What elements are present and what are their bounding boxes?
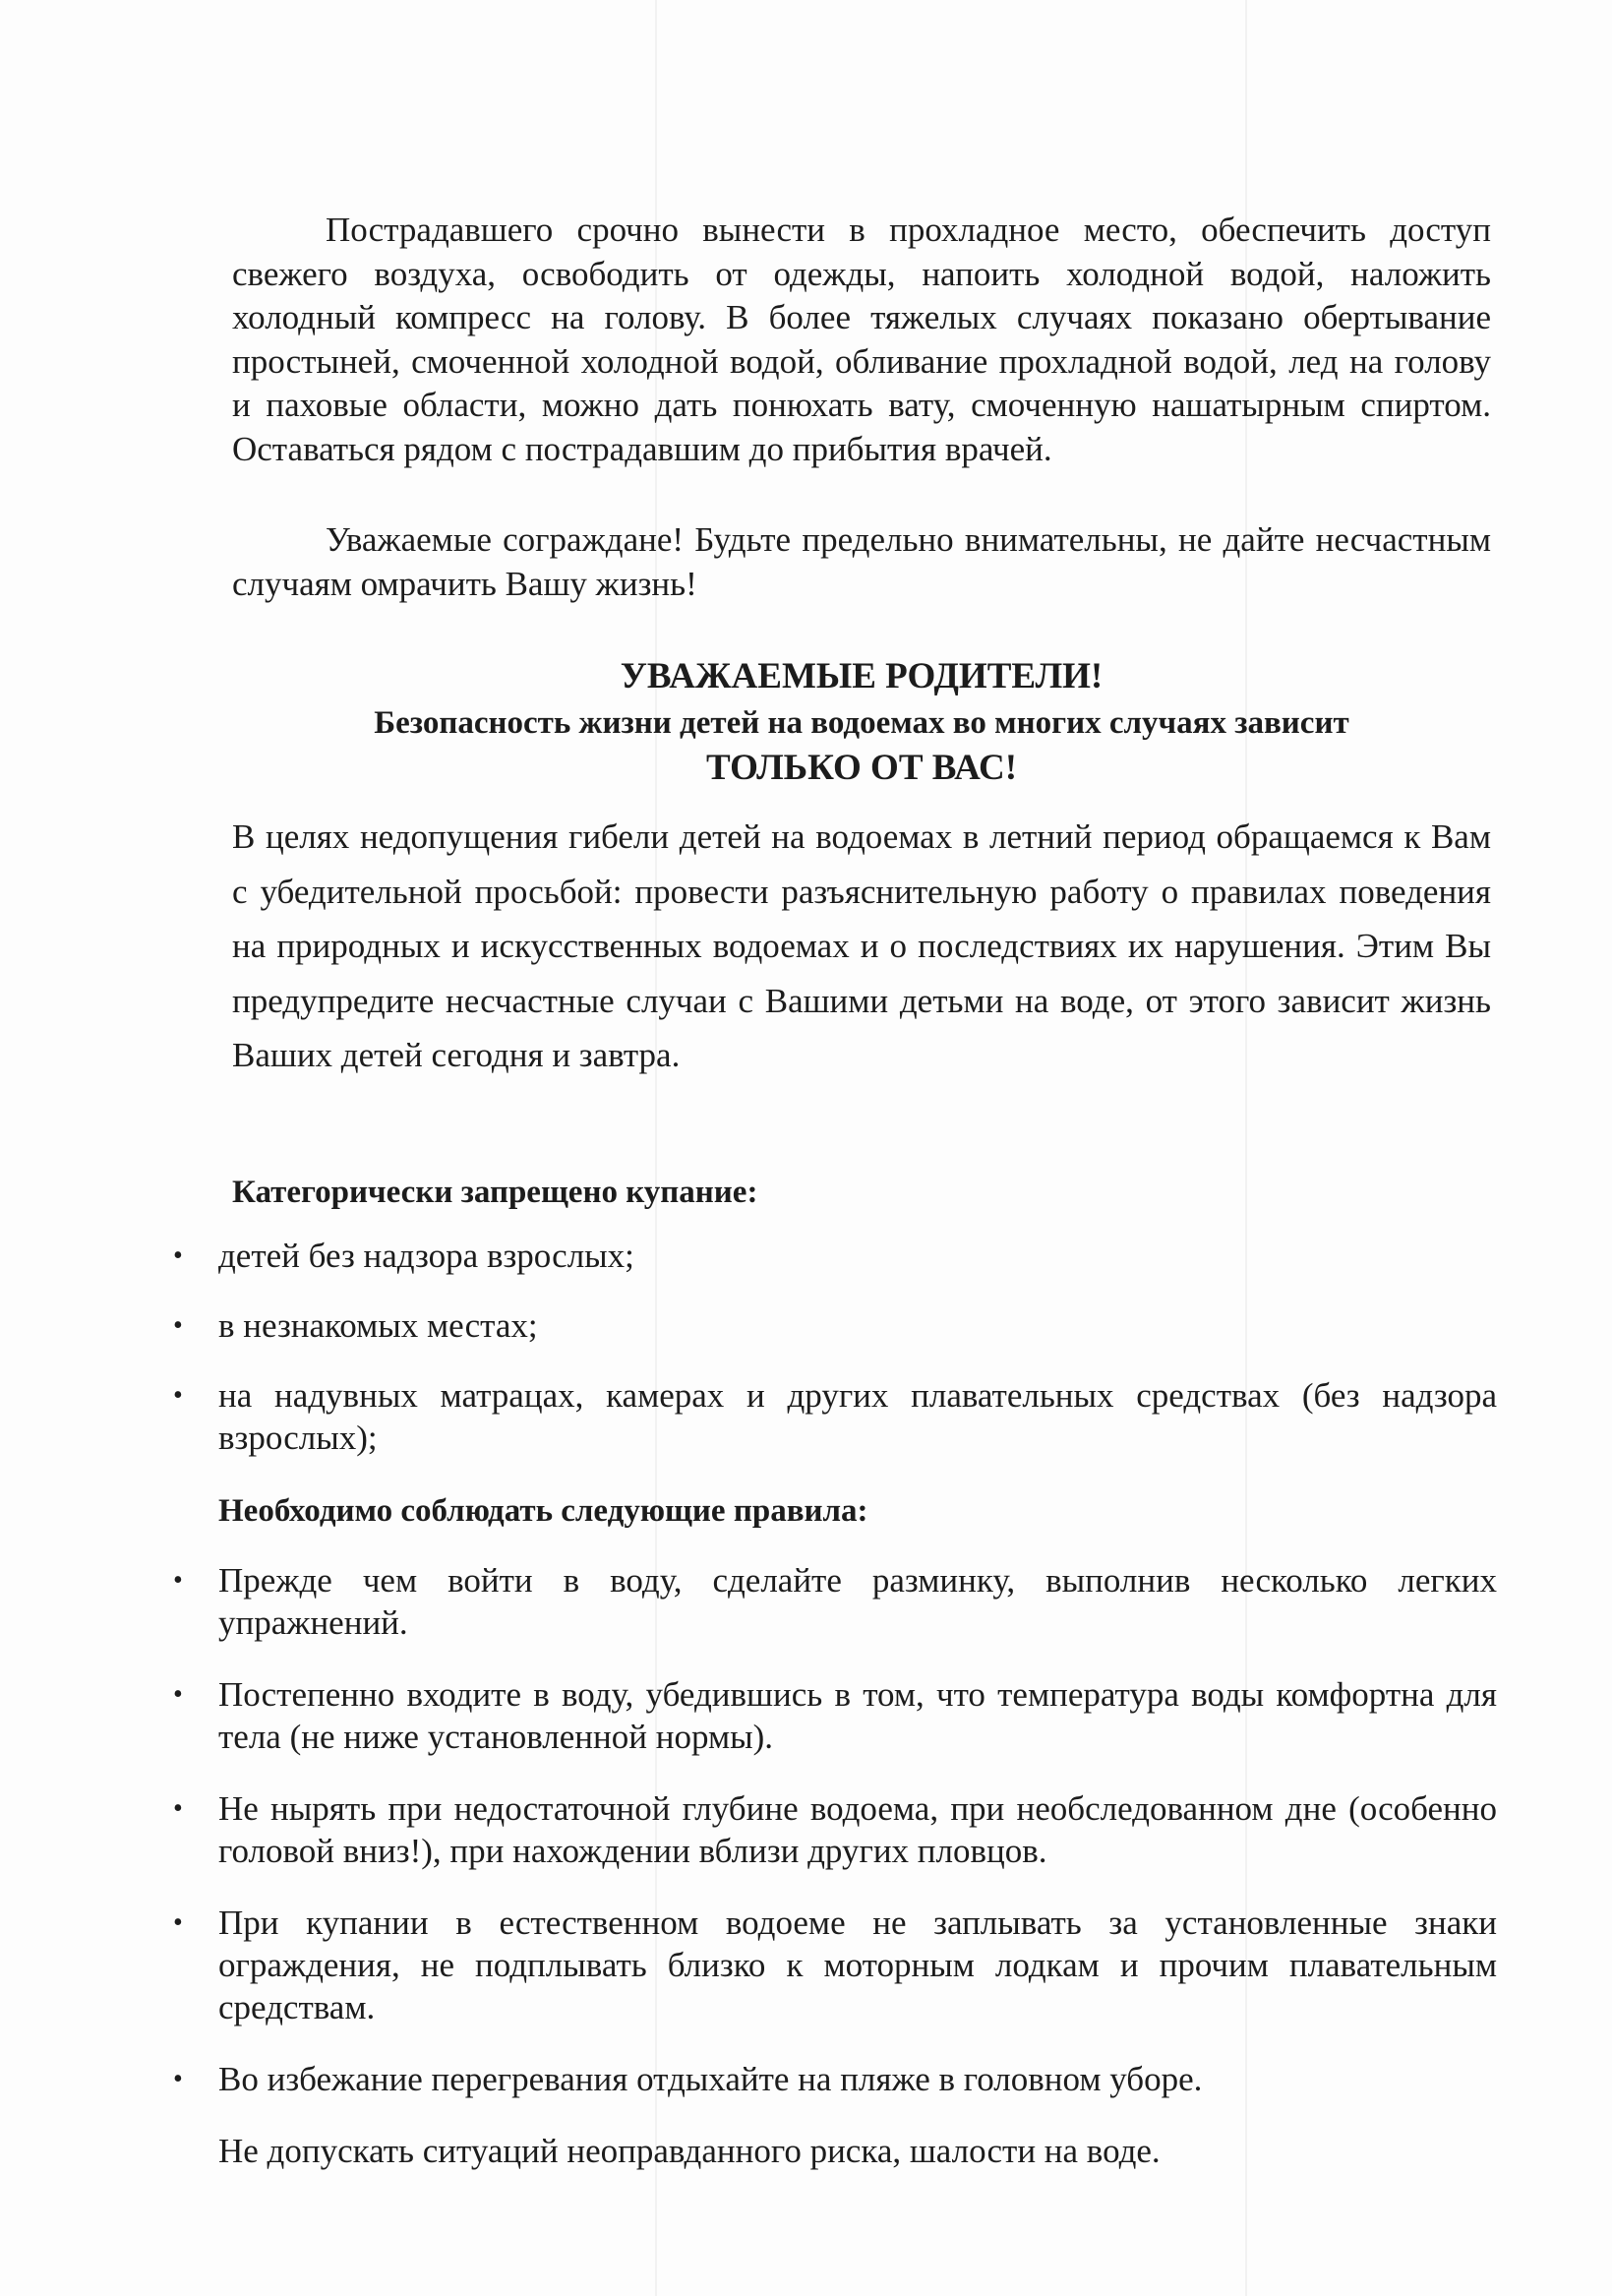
safety-rules-list (173, 1559, 1497, 2100)
list-item (173, 1374, 1497, 1459)
parents-heading: УВАЖАЕМЫЕ РОДИТЕЛИ! (620, 656, 1104, 696)
list-item (173, 1235, 1497, 1277)
list-item-text: Во избежание перегревания отдыхайте на пляже в головном уборе. (218, 2060, 1203, 2098)
bullet-icon: • (173, 1679, 183, 1710)
prohibited-swimming-title: Категорически запрещено купание: (232, 1175, 758, 1210)
list-item-text: детей без надзора взрослых; (218, 1237, 634, 1275)
list-item (173, 1902, 1497, 2028)
safety-rules-title: Необходимо соблюдать следующие правила: (218, 1493, 868, 1529)
list-item-text: Прежде чем войти в воду, сделайте разминку, выполнив несколько легких упражнений. (218, 1561, 1497, 1642)
bullet-icon: • (173, 1565, 183, 1596)
list-item (173, 1559, 1497, 1644)
closing-line: Не допускать ситуаций неоправданного риска, шалости на воде. (218, 2132, 1161, 2170)
citizens-appeal-paragraph (232, 518, 1491, 606)
list-item-text: Не нырять при недостаточной глубине водоема, при необследованном дне (особенно головой вниз!), при нахождении вблизи других пловцов. (218, 1789, 1497, 1870)
only-you-heading: ТОЛЬКО ОТ ВАС! (705, 748, 1018, 788)
safety-subheading: Безопасность жизни детей на водоемах во многих случаях зависит (374, 705, 1349, 741)
first-aid-text: Пострадавшего срочно вынести в прохладное место, обеспечить доступ свежего воздуха, освободить от одежды, напоить холодной водой, наложить холодный компресс на голову. В более тяжелых случаях показано обертывание простыней, смоченной холодной водой, обливание прохладной водой, лед на голову и паховые области, можно дать понюхать вату, смоченную нашатырным спиртом. Оставаться рядом с пострадавшим до прибытия врачей. (232, 211, 1491, 468)
list-item-text: При купании в естественном водоеме не заплывать за установленные знаки ограждения, не подплывать близко к моторным лодкам и прочим плавательным средствам. (218, 1903, 1497, 2026)
bullet-icon: • (173, 1380, 183, 1411)
list-item (173, 1787, 1497, 1872)
bullet-icon: • (173, 1240, 183, 1271)
list-item (173, 1304, 1497, 1347)
bullet-icon: • (173, 1793, 183, 1824)
list-item-text: на надувных матрацах, камерах и других плавательных средствах (без надзора взрослых); (218, 1376, 1497, 1457)
citizens-appeal-text: Уважаемые сограждане! Будьте предельно внимательны, не дайте несчастным случаям омрачить Вашу жизнь! (232, 520, 1491, 603)
first-aid-paragraph (232, 209, 1491, 472)
prohibited-swimming-list (173, 1235, 1497, 1459)
bullet-icon: • (173, 2064, 183, 2094)
list-item-text: в незнакомых местах; (218, 1306, 538, 1345)
bullet-icon: • (173, 1907, 183, 1938)
bullet-icon: • (173, 1310, 183, 1341)
list-item (173, 2058, 1497, 2100)
parents-appeal-paragraph: В целях недопущения гибели детей на водоемах в летний период обращаемся к Вам с убедительной просьбой: провести разъяснительную работу о правилах поведения на природных и искусственных водоемах и о последствиях их нарушения. Этим Вы предупредите несчастные случаи с Вашими детьми на воде, от этого зависит жизнь Ваших детей сегодня и завтра. (232, 817, 1491, 1074)
list-item (173, 1673, 1497, 1758)
list-item-text: Постепенно входите в воду, убедившись в том, что температура воды комфортна для тела (не ниже установленной нормы). (218, 1675, 1497, 1756)
